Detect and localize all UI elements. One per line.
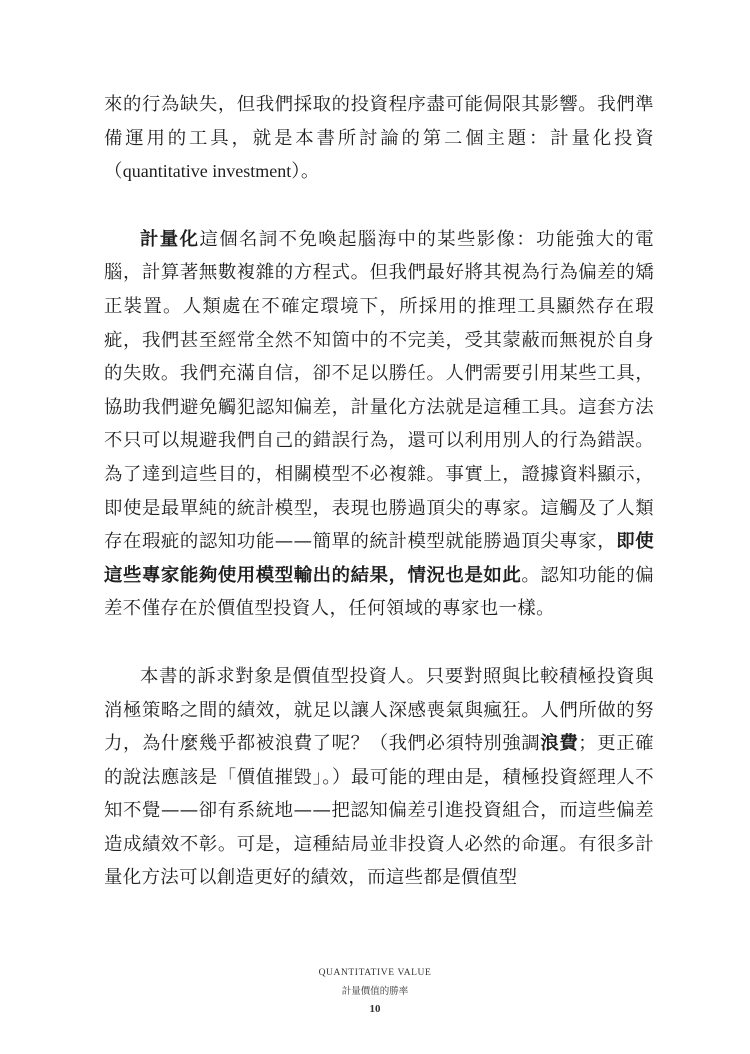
footer-book-title-english: QUANTITATIVE VALUE xyxy=(318,968,432,978)
paragraph-2-bold-emphasis: 即使這些專家能夠使用模型輸出的結果，情況也是如此 xyxy=(104,531,654,586)
paragraph-3-text-b: ；更正確的說法應該是「價值摧毀」。）最可能的理由是，積極投資經理人不知不覺——卻有系統地——把認知偏差引進投資組合，而這些偏差造成績效不彰。可是，這種結局並非投資人必然的命運。有很多計量化方法可以創造更好的績效，而這些都是價值型 xyxy=(104,733,655,889)
paragraph-3 xyxy=(104,660,654,895)
paragraph-1 xyxy=(104,88,654,189)
paragraph-1-text-a: 來的行為缺失，但我們採取的投資程序盡可能侷限其影響。我們準備運用的工具，就是本書所討論的第二個主題：計量化投資（ xyxy=(104,94,654,183)
body-text xyxy=(104,88,654,895)
paragraph-1-text-b: ）。 xyxy=(291,161,320,183)
paragraph-3-text-a: 本書的訴求對象是價值型投資人。只要對照與比較積極投資與消極策略之間的績效，就足以讓人深感喪氣與瘋狂。人們所做的努力，為什麼幾乎都被浪費了呢？（我們必須特別強調 xyxy=(104,665,654,755)
page-number: 10 xyxy=(369,1003,381,1015)
paragraph-2-bold-term: 計量化 xyxy=(140,228,200,250)
paragraph-2-text-b: 。認知功能的偏差不僅存在於價值型投資人，任何領域的專家也一樣。 xyxy=(104,564,654,620)
paragraph-2-text-a: 這個名詞不免喚起腦海中的某些影像：功能強大的電腦，計算著無數複雜的方程式。但我們最好將其視為行為偏差的矯正裝置。人類處在不確定環境下，所採用的推理工具顯然存在瑕疵，我們甚至經常全然不知箇中的不完美，受其蒙蔽而無視於自身的失敗。我們充滿自信，卻不足以勝任。人們需要引用某些工具，協助我們避免觸犯認知偏差，計量化方法就是這種工具。這套方法不只可以規避我們自己的錯誤行為，還可以利用別人的行為錯誤。為了達到這些目的，相關模型不必複雜。事實上，證據資料顯示，即使是最單純的統計模型，表現也勝過頂尖的專家。這觸及了人類存在瑕疵的認知功能——簡單的統計模型就能勝過頂尖專家， xyxy=(104,228,655,553)
paragraph-1-english-term: quantitative investment xyxy=(122,161,292,182)
paragraph-3-bold-term: 浪費 xyxy=(540,733,579,755)
footer-book-title-chinese: 計量價值的勝率 xyxy=(341,986,409,997)
paragraph-2 xyxy=(104,223,654,626)
